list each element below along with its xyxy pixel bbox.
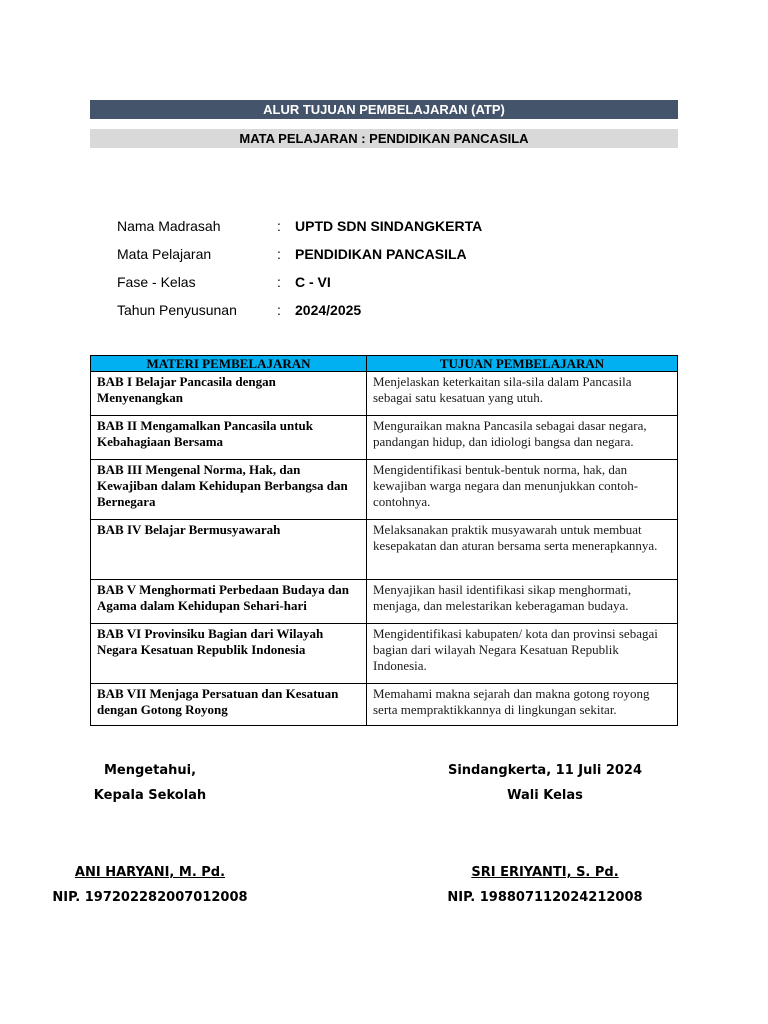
materi-cell: BAB III Mengenal Norma, Hak, dan Kewajiban dalam Kehidupan Berbangsa dan Bernegara [91,460,367,520]
signature-right [425,758,665,910]
info-row-mapel [117,240,482,268]
info-colon: : [277,302,281,318]
materi-cell: BAB VII Menjaga Persatuan dan Kesatuan dengan Gotong Royong [91,684,367,726]
table-row [91,372,678,416]
info-label: Nama Madrasah [117,218,221,234]
materi-cell: BAB V Menghormati Perbedaan Budaya dan Agama dalam Kehidupan Sehari-hari [91,580,367,624]
table-row [91,624,678,684]
info-label: Fase - Kelas [117,274,196,290]
table-header-row [91,356,678,372]
info-colon: : [277,274,281,290]
info-value: PENDIDIKAN PANCASILA [295,246,467,262]
signature-role: Kepala Sekolah [93,788,207,803]
info-label: Tahun Penyusunan [117,302,237,318]
tujuan-cell: Mengidentifikasi kabupaten/ kota dan provinsi sebagai bagian dari wilayah Negara Kesatuan Republik Indonesia. [367,624,678,684]
signature-nip: NIP. 198807112024212008 [447,890,643,905]
tujuan-cell: Menyajikan hasil identifikasi sikap menghormati, menjaga, dan melestarikan keberagaman budaya. [367,580,678,624]
tujuan-cell: Menguraikan makna Pancasila sebagai dasar negara, pandangan hidup, dan idiologi bangsa dan negara. [367,416,678,460]
table-row [91,460,678,520]
materi-cell: BAB II Mengamalkan Pancasila untuk Kebahagiaan Bersama [91,416,367,460]
column-header-tujuan: TUJUAN PEMBELAJARAN [367,356,678,372]
signature-role: Wali Kelas [507,788,583,803]
materi-cell: BAB IV Belajar Bermusyawarah [91,520,367,580]
info-value: C - VI [295,274,331,290]
materi-cell: BAB VI Provinsiku Bagian dari Wilayah Negara Kesatuan Republik Indonesia [91,624,367,684]
signature-nip: NIP. 197202282007012008 [52,890,248,905]
table-row [91,520,678,580]
info-row-madrasah [117,212,482,240]
signature-name: SRI ERIYANTI, S. Pd. [471,865,619,880]
tujuan-cell: Memahami makna sejarah dan makna gotong royong serta mempraktikkannya di lingkungan sekitar. [367,684,678,726]
signature-place-date: Sindangkerta, 11 Juli 2024 [447,763,643,778]
identity-block [117,212,482,324]
document-subtitle: MATA PELAJARAN : PENDIDIKAN PANCASILA [90,129,678,148]
signature-greeting: Mengetahui, [103,763,197,778]
info-value: 2024/2025 [295,302,362,318]
materi-cell: BAB I Belajar Pancasila dengan Menyenangkan [91,372,367,416]
info-colon: : [277,246,281,262]
column-header-materi: MATERI PEMBELAJARAN [91,356,367,372]
atp-table [90,355,678,726]
signature-name: ANI HARYANI, M. Pd. [74,865,226,880]
signature-left [30,758,270,910]
info-row-fase [117,268,482,296]
tujuan-cell: Melaksanakan praktik musyawarah untuk membuat kesepakatan dan aturan bersama serta menerapkannya. [367,520,678,580]
table-row [91,416,678,460]
info-row-tahun [117,296,482,324]
info-colon: : [277,218,281,234]
table-row [91,580,678,624]
tujuan-cell: Mengidentifikasi bentuk-bentuk norma, hak, dan kewajiban warga negara dan menunjukkan contoh-contohnya. [367,460,678,520]
tujuan-cell: Menjelaskan keterkaitan sila-sila dalam Pancasila sebagai satu kesatuan yang utuh. [367,372,678,416]
info-label: Mata Pelajaran [117,246,212,262]
table-row [91,684,678,726]
document-title: ALUR TUJUAN PEMBELAJARAN (ATP) [90,100,678,119]
info-value: UPTD SDN SINDANGKERTA [295,218,483,234]
